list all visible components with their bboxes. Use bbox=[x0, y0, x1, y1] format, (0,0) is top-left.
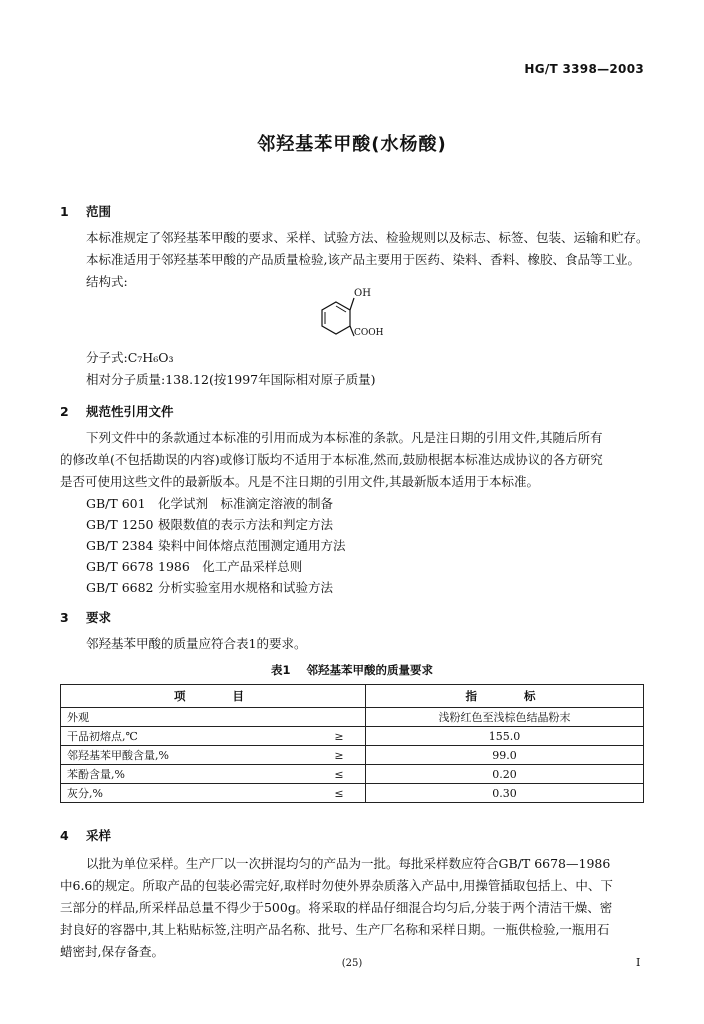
quality-requirements-table bbox=[60, 684, 644, 803]
section-number: 1 bbox=[60, 204, 69, 219]
section-title: 范围 bbox=[86, 204, 112, 219]
standard-code: HG/T 3398—2003 bbox=[524, 62, 644, 76]
sampling-line-2: 中6.6的规定。所取产品的包装必需完好,取样时勿使外界杂质落入产品中,用操管插取包括上、中、下 bbox=[60, 878, 613, 893]
section-heading-scope bbox=[60, 202, 111, 220]
reference-title: 1986 化工产品采样总则 bbox=[158, 559, 303, 574]
row-item: 外观 bbox=[61, 708, 314, 727]
hydroxyl-label: OH bbox=[354, 288, 371, 299]
sampling-line-4: 封良好的容器中,其上粘贴标签,注明产品名称、批号、生产厂名称和采样日期。一瓶供检验,一瓶用石 bbox=[60, 922, 610, 937]
reference-item bbox=[86, 494, 333, 512]
row-item: 干品初熔点,℃ bbox=[61, 727, 314, 746]
row-operator: ≥ bbox=[313, 746, 366, 765]
column-header-value: 指 标 bbox=[366, 685, 644, 708]
document-title: 邻羟基苯甲酸(水杨酸) bbox=[257, 134, 447, 155]
row-value: 0.30 bbox=[366, 784, 644, 803]
molecular-mass: 相对分子质量:138.12(按1997年国际相对原子质量) bbox=[86, 372, 376, 387]
reference-item bbox=[86, 515, 333, 533]
row-operator: ≤ bbox=[313, 784, 366, 803]
scope-line-3: 结构式: bbox=[86, 274, 128, 289]
scope-line-1: 本标准规定了邻羟基苯甲酸的要求、采样、试验方法、检验规则以及标志、标签、包装、运输和贮存。 bbox=[86, 230, 649, 245]
row-item: 苯酚含量,% bbox=[61, 765, 314, 784]
table-caption bbox=[0, 662, 704, 678]
reference-title: 染料中间体熔点范围测定通用方法 bbox=[158, 538, 346, 553]
row-value: 浅粉红色至浅棕色结晶粉末 bbox=[366, 708, 644, 727]
table-row bbox=[61, 765, 644, 784]
section-number: 3 bbox=[60, 610, 69, 625]
table-row bbox=[61, 727, 644, 746]
normative-line-2: 的修改单(不包括勘误的内容)或修订版均不适用于本标准,然而,鼓励根据本标准达成协议的各方研究 bbox=[60, 452, 603, 467]
carboxyl-label: COOH bbox=[354, 328, 384, 338]
row-item: 灰分,% bbox=[61, 784, 314, 803]
section-heading-requirements bbox=[60, 608, 111, 626]
requirements-line: 邻羟基苯甲酸的质量应符合表1的要求。 bbox=[86, 636, 307, 651]
table-row bbox=[61, 784, 644, 803]
column-header-item: 项 目 bbox=[61, 685, 366, 708]
table-header-row bbox=[61, 685, 644, 708]
reference-code: GB/T 601 bbox=[86, 496, 146, 511]
margin-mark: I bbox=[636, 956, 641, 969]
table-row bbox=[61, 746, 644, 765]
sampling-line-1: 以批为单位采样。生产厂以一次拼混均匀的产品为一批。每批采样数应符合GB/T 6678—1986 bbox=[86, 856, 611, 871]
scope-line-2: 本标准适用于邻羟基苯甲酸的产品质量检验,该产品主要用于医药、染料、香料、橡胶、食品等工业。 bbox=[86, 252, 640, 267]
reference-title: 化学试剂 标准滴定溶液的制备 bbox=[158, 496, 334, 511]
row-operator: ≥ bbox=[313, 727, 366, 746]
section-title: 要求 bbox=[86, 610, 112, 625]
row-value: 99.0 bbox=[366, 746, 644, 765]
section-heading-normative bbox=[60, 402, 174, 420]
benzene-ring-icon bbox=[318, 288, 358, 344]
row-item: 邻羟基苯甲酸含量,% bbox=[61, 746, 314, 765]
reference-code: GB/T 6682 bbox=[86, 580, 154, 595]
sampling-line-5: 蜡密封,保存备查。 bbox=[60, 944, 164, 959]
section-title: 采样 bbox=[86, 828, 112, 843]
row-operator: ≤ bbox=[313, 765, 366, 784]
reference-code: GB/T 2384 bbox=[86, 538, 154, 553]
reference-code: GB/T 6678 bbox=[86, 559, 154, 574]
reference-item bbox=[86, 536, 346, 554]
structural-formula bbox=[318, 288, 398, 344]
row-value: 0.20 bbox=[366, 765, 644, 784]
sampling-line-3: 三部分的样品,所采样品总量不得少于500g。将采取的样品仔细混合均匀后,分装于两个清洁干燥、密 bbox=[60, 900, 613, 915]
reference-item bbox=[86, 578, 333, 596]
table-number: 表1 bbox=[270, 663, 291, 677]
normative-line-1: 下列文件中的条款通过本标准的引用而成为本标准的条款。凡是注日期的引用文件,其随后所有 bbox=[86, 430, 603, 445]
section-title: 规范性引用文件 bbox=[86, 404, 174, 419]
reference-title: 分析实验室用水规格和试验方法 bbox=[158, 580, 334, 595]
table-title: 邻羟基苯甲酸的质量要求 bbox=[306, 663, 433, 677]
row-value: 155.0 bbox=[366, 727, 644, 746]
section-heading-sampling bbox=[60, 826, 111, 844]
table-row bbox=[61, 708, 644, 727]
reference-code: GB/T 1250 bbox=[86, 517, 154, 532]
reference-title: 极限数值的表示方法和判定方法 bbox=[158, 517, 334, 532]
section-number: 4 bbox=[60, 828, 69, 843]
page-number: (25) bbox=[341, 958, 363, 969]
molecular-formula: 分子式:C₇H₆O₃ bbox=[86, 350, 174, 365]
normative-line-3: 是否可使用这些文件的最新版本。凡是不注日期的引用文件,其最新版本适用于本标准。 bbox=[60, 474, 539, 489]
reference-item bbox=[86, 557, 302, 575]
section-number: 2 bbox=[60, 404, 69, 419]
row-operator bbox=[313, 708, 366, 727]
